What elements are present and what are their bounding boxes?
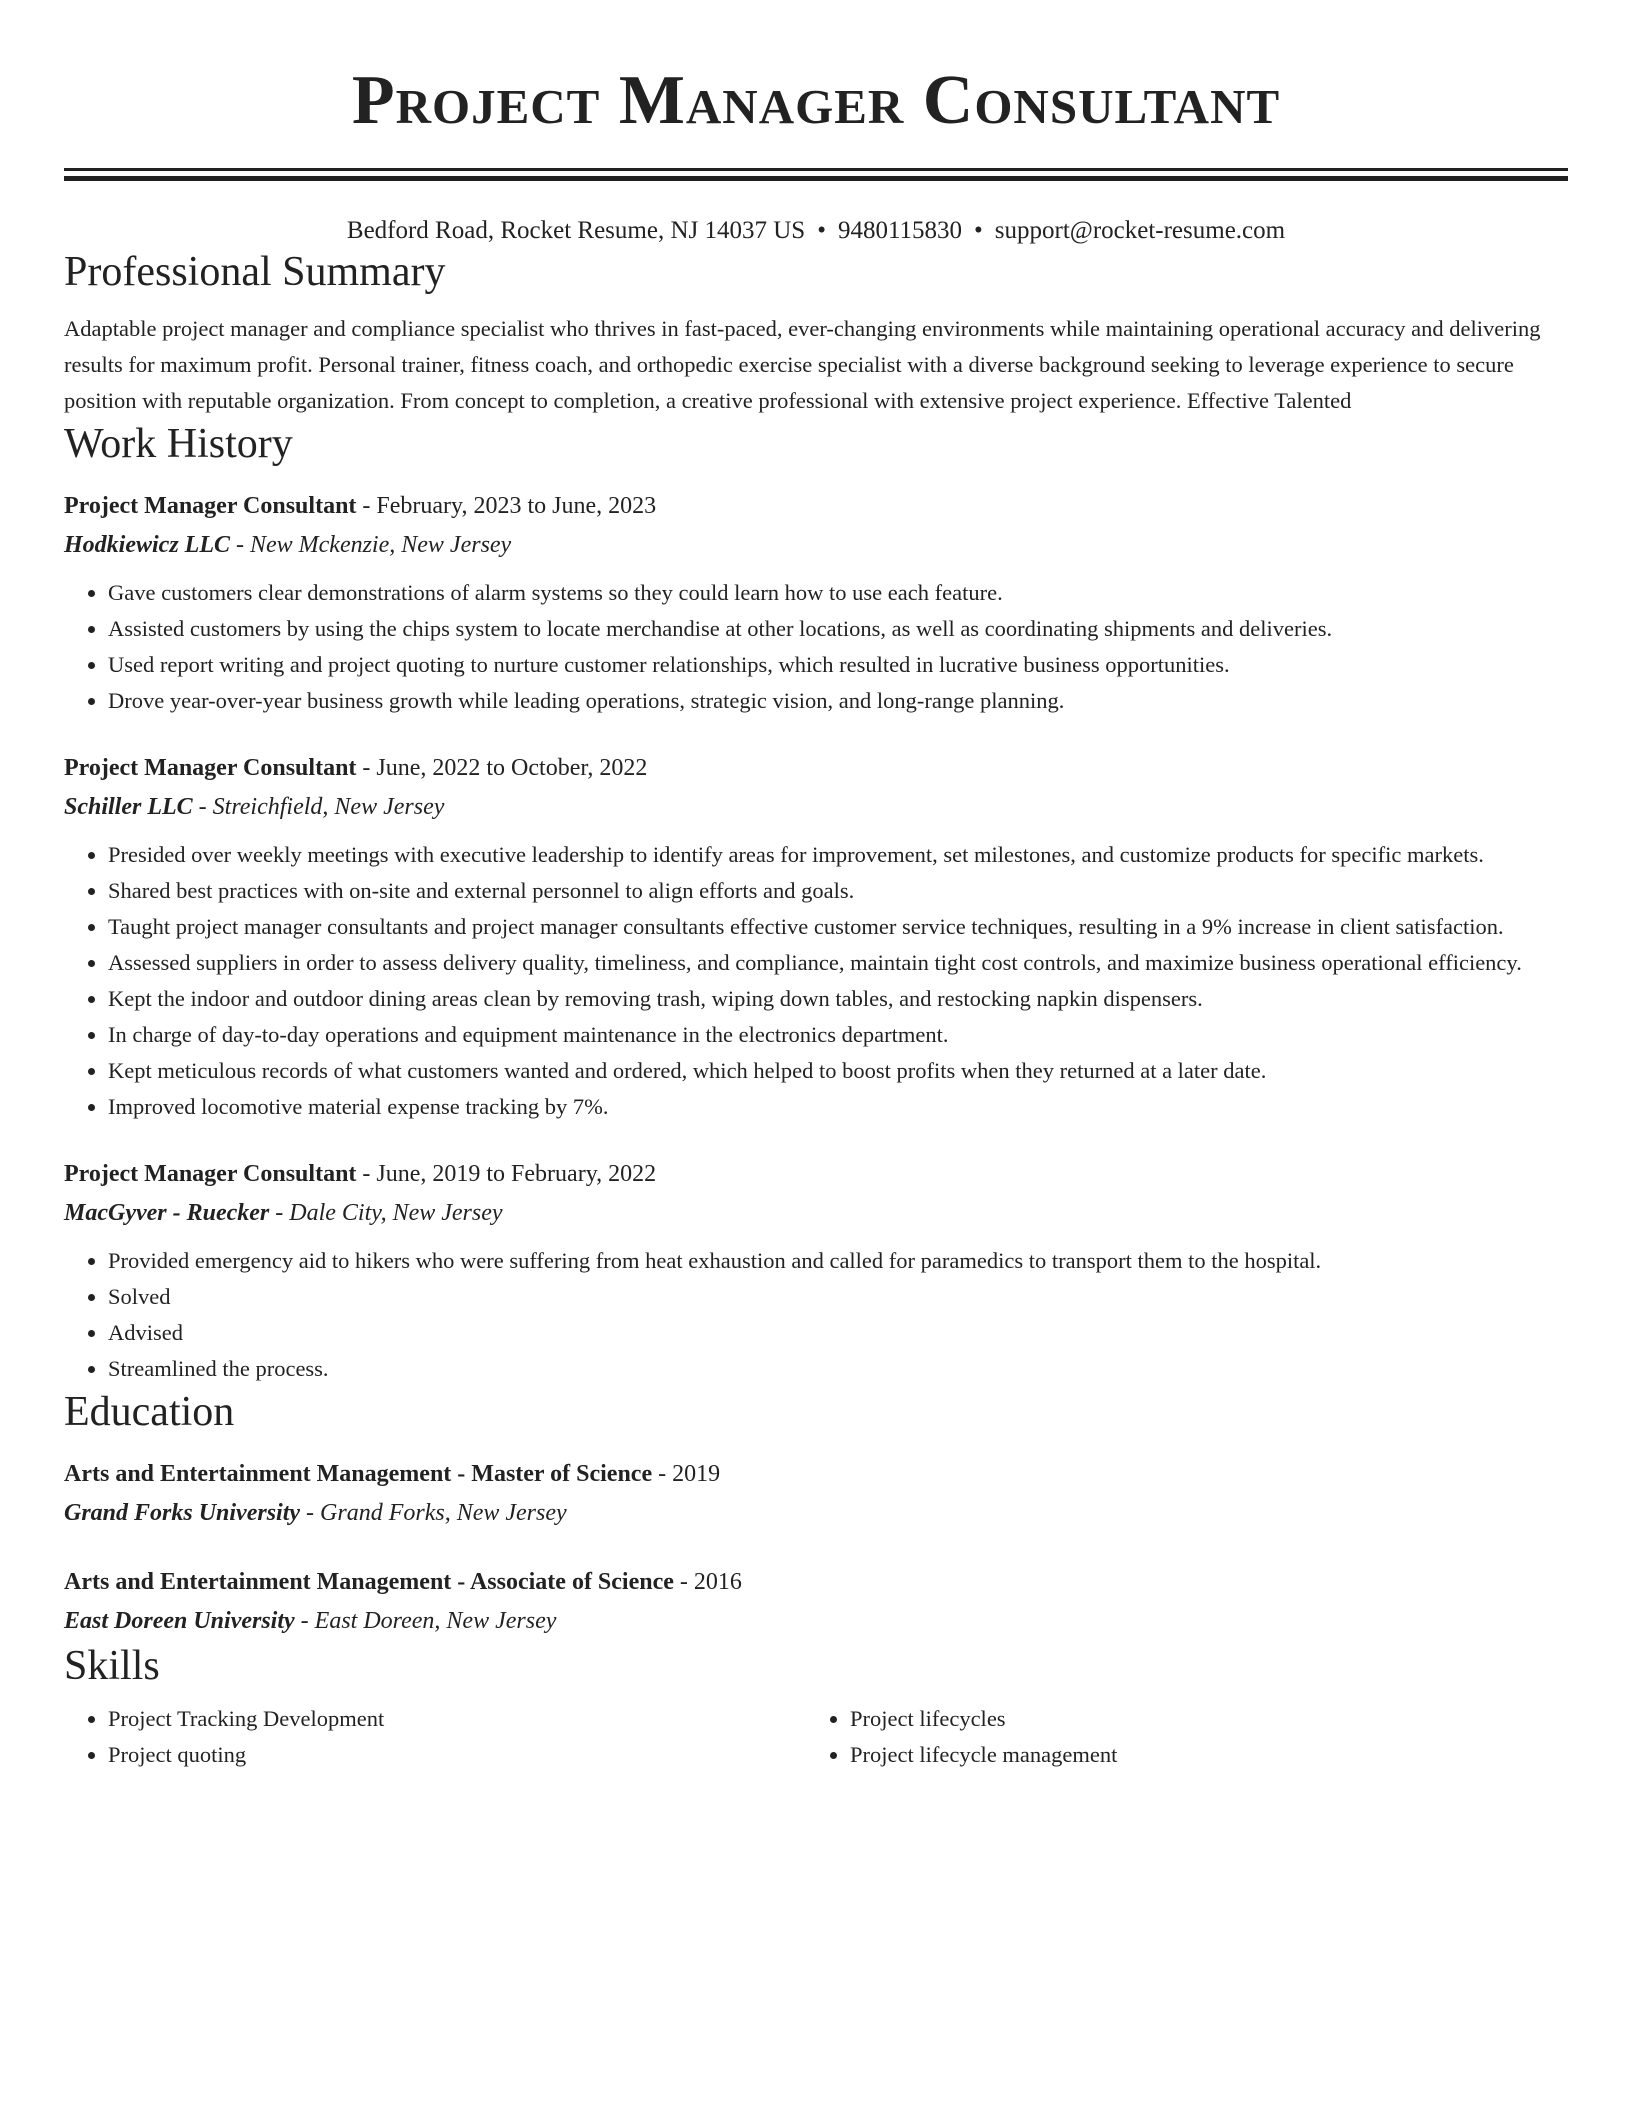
- degree-line: [64, 1563, 1568, 1601]
- job-bullet: • Shared best practices with on-site and external personnel to align efforts and goals.: [108, 873, 1568, 909]
- education-entry: [64, 1455, 1568, 1533]
- degree-name: Arts and Entertainment Management - Associate of Science: [64, 1569, 674, 1595]
- school-name: Grand Forks University: [64, 1500, 301, 1526]
- degree-line: [64, 1455, 1568, 1493]
- company-name: Hodkiewicz LLC: [64, 532, 230, 558]
- skills-column-right: [806, 1701, 1506, 1773]
- contact-separator: •: [974, 217, 983, 244]
- skills-column-left: [64, 1701, 806, 1773]
- job-bullet: • Gave customers clear demonstrations of alarm systems so they could learn how to use each feature.: [108, 575, 1568, 611]
- school-location: - Grand Forks, New Jersey: [300, 1500, 567, 1526]
- company-line: [64, 787, 1568, 827]
- job-title-line: [64, 1155, 1568, 1193]
- job-dates: - June, 2019 to February, 2022: [356, 1161, 657, 1187]
- job-bullet: • Taught project manager consultants and project manager consultants effective customer service techniques, resulting in a 9% increase in client satisfaction.: [108, 909, 1568, 945]
- contact-line: [64, 215, 1568, 247]
- job-title: Project Manager Consultant: [64, 493, 357, 519]
- skills-grid: [64, 1701, 1568, 1773]
- job-bullet: • Assessed suppliers in order to assess delivery quality, timeliness, and compliance, maintain tight cost controls, and maximize business operational efficiency.: [108, 945, 1568, 981]
- contact-address: Bedford Road, Rocket Resume, NJ 14037 US: [346, 217, 806, 244]
- title-divider-thick: [64, 176, 1568, 181]
- job-bullet: • Drove year-over-year business growth while leading operations, strategic vision, and long-range planning.: [108, 683, 1568, 719]
- job-bullet: • Used report writing and project quoting to nurture customer relationships, which resulted in lucrative business opportunities.: [108, 647, 1568, 683]
- job-bullets: [64, 575, 1568, 719]
- school-location: - East Doreen, New Jersey: [294, 1608, 557, 1634]
- skill-item: • Project quoting: [108, 1737, 806, 1773]
- job-title: Project Manager Consultant: [64, 1161, 357, 1187]
- job-bullet: • Kept meticulous records of what customers wanted and ordered, which helped to boost profits when they returned at a later date.: [108, 1053, 1568, 1089]
- school-name: East Doreen University: [64, 1608, 295, 1634]
- skill-item: • Project Tracking Development: [108, 1701, 806, 1737]
- job-dates: - February, 2023 to June, 2023: [356, 493, 657, 519]
- contact-separator: •: [817, 217, 826, 244]
- company-location: - Dale City, New Jersey: [269, 1200, 503, 1226]
- job-bullets: [64, 837, 1568, 1125]
- job-bullet: • Kept the indoor and outdoor dining areas clean by removing trash, wiping down tables, and restocking napkin dispensers.: [108, 981, 1568, 1017]
- job-entry: [64, 487, 1568, 719]
- contact-phone: 9480115830: [837, 217, 963, 244]
- education-entry: [64, 1563, 1568, 1641]
- title-divider-thin: [64, 168, 1568, 171]
- company-location: - Streichfield, New Jersey: [192, 794, 445, 820]
- summary-text: Adaptable project manager and compliance specialist who thrives in fast-paced, ever-changing environments while maintaining operational accuracy and delivering results for maximum profit. Personal trainer, fitness coach, and orthopedic exercise specialist with a diverse background seeking to leverage experience to secure position with reputable organization. From concept to completion, a creative professional with extensive project experience. Effective Talented: [64, 316, 1541, 413]
- degree-name: Arts and Entertainment Management - Master of Science: [64, 1461, 653, 1487]
- company-name: MacGyver - Ruecker: [64, 1200, 270, 1226]
- company-name: Schiller LLC: [64, 794, 193, 820]
- school-line: [64, 1601, 1568, 1641]
- job-entry: [64, 749, 1568, 1125]
- work-history-heading: Work History: [64, 421, 293, 467]
- job-bullet: • Presided over weekly meetings with executive leadership to identify areas for improvement, set milestones, and customize products for specific markets.: [108, 837, 1568, 873]
- company-location: - New Mckenzie, New Jersey: [229, 532, 512, 558]
- contact-email: support@rocket-resume.com: [994, 217, 1286, 244]
- school-line: [64, 1493, 1568, 1533]
- company-line: [64, 1193, 1568, 1233]
- degree-year: - 2016: [673, 1569, 742, 1595]
- job-bullet: • Assisted customers by using the chips system to locate merchandise at other locations, as well as coordinating shipments and deliveries.: [108, 611, 1568, 647]
- education-heading: Education: [64, 1389, 235, 1435]
- resume-title: Project Manager Consultant: [351, 62, 1281, 139]
- company-line: [64, 525, 1568, 565]
- skills-heading: Skills: [64, 1643, 160, 1689]
- job-bullet: • Provided emergency aid to hikers who were suffering from heat exhaustion and called for paramedics to transport them to the hospital.: [108, 1243, 1568, 1279]
- job-title-line: [64, 749, 1568, 787]
- job-dates: - June, 2022 to October, 2022: [356, 755, 648, 781]
- job-bullets: [64, 1243, 1568, 1387]
- job-title-line: [64, 487, 1568, 525]
- job-bullet: • Solved: [108, 1279, 1568, 1315]
- job-entry: [64, 1155, 1568, 1387]
- summary-heading: Professional Summary: [64, 249, 446, 295]
- skill-item: • Project lifecycle management: [850, 1737, 1506, 1773]
- job-bullet: • Advised: [108, 1315, 1568, 1351]
- job-title: Project Manager Consultant: [64, 755, 357, 781]
- job-bullet: • Improved locomotive material expense tracking by 7%.: [108, 1089, 1568, 1125]
- job-bullet: • Streamlined the process.: [108, 1351, 1568, 1387]
- job-bullet: • In charge of day-to-day operations and equipment maintenance in the electronics department.: [108, 1017, 1568, 1053]
- skill-item: • Project lifecycles: [850, 1701, 1506, 1737]
- degree-year: - 2019: [652, 1461, 721, 1487]
